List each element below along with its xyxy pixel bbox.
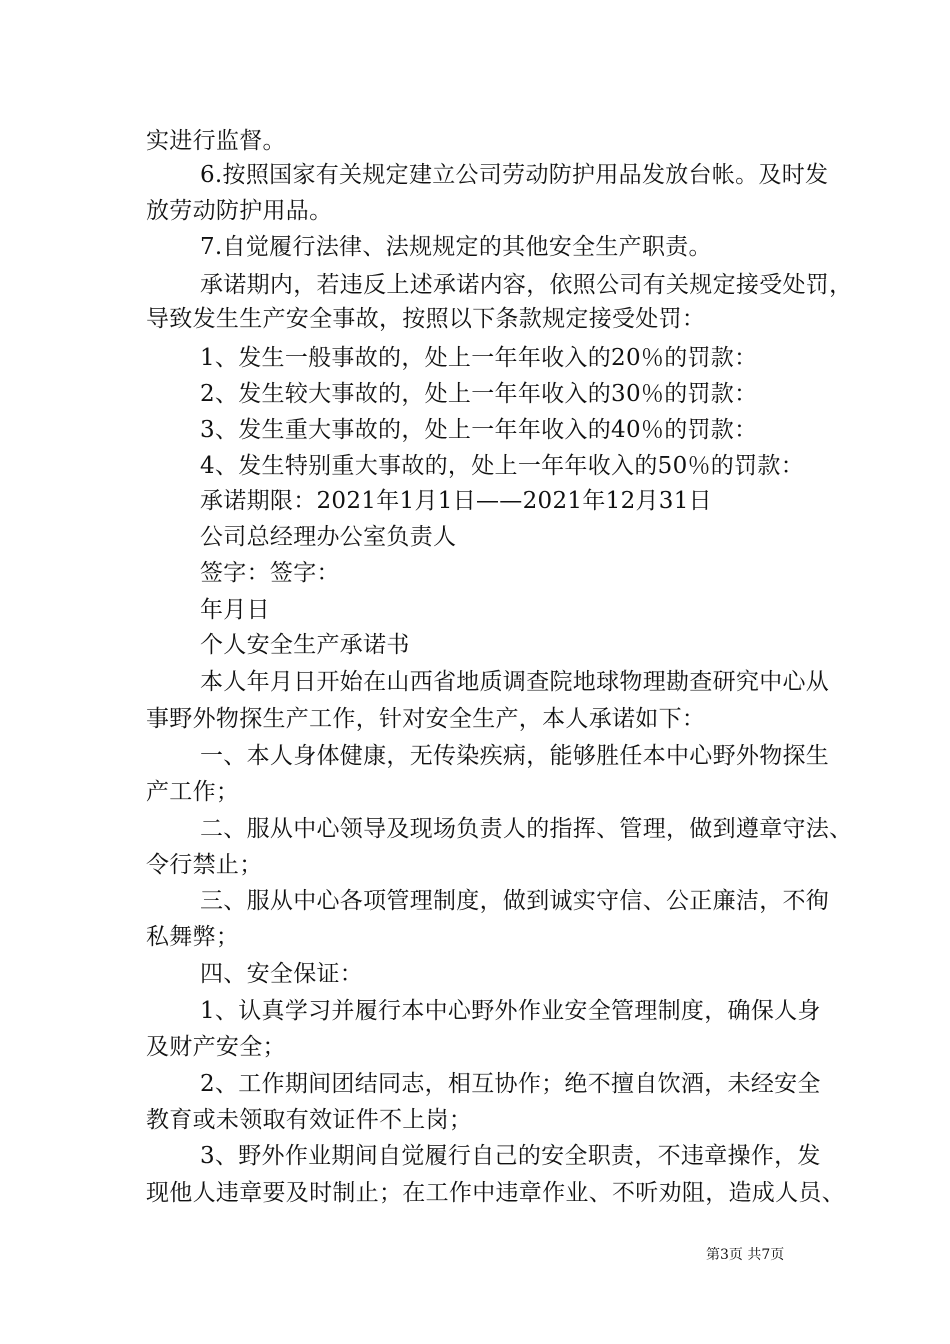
text-line: 签字：签字： [200,560,340,586]
text-line: 二、服从中心领导及现场负责人的指挥、管理，做到遵章守法、 [200,816,853,842]
text-line: 6.按照国家有关规定建立公司劳动防护用品发放台帐。及时发 [200,162,829,188]
page-number: 第3页 共7页 [706,1247,785,1263]
text-line: 3、野外作业期间自觉履行自己的安全职责，不违章操作，发 [200,1143,821,1169]
text-line: 令行禁止； [146,852,263,878]
text-line: 1、认真学习并履行本中心野外作业安全管理制度，确保人身 [200,998,821,1024]
text-line: 私舞弊； [146,924,240,950]
text-line: 4、发生特别重大事故的，处上一年年收入的50％的罚款： [200,453,804,479]
text-line: 一、本人身体健康，无传染疾病，能够胜任本中心野外物探生 [200,743,830,769]
text-line: 放劳动防护用品。 [146,198,333,224]
text-line: 导致发生生产安全事故，按照以下条款规定接受处罚： [146,306,706,332]
text-line: 3、发生重大事故的，处上一年年收入的40％的罚款： [200,417,758,443]
text-line: 事野外物探生产工作，针对安全生产，本人承诺如下： [146,706,706,732]
text-line: 产工作； [146,779,240,805]
text-line: 及财产安全； [146,1034,286,1060]
text-line: 教育或未领取有效证件不上岗； [146,1107,473,1133]
text-line: 承诺期内，若违反上述承诺内容，依照公司有关规定接受处罚， [200,272,853,298]
text-line: 本人年月日开始在山西省地质调查院地球物理勘查研究中心从 [200,669,830,695]
text-line: 7.自觉履行法律、法规规定的其他安全生产职责。 [200,234,712,260]
text-line: 2、工作期间团结同志，相互协作；绝不擅自饮酒，未经安全 [200,1071,821,1097]
section-title: 个人安全生产承诺书 [200,632,410,658]
text-line: 2、发生较大事故的，处上一年年收入的30％的罚款： [200,381,758,407]
text-line: 三、服从中心各项管理制度，做到诚实守信、公正廉洁，不徇 [200,888,830,914]
text-line: 1、发生一般事故的，处上一年年收入的20％的罚款： [200,345,758,371]
text-line: 四、安全保证： [200,961,364,987]
text-line: 现他人违章要及时制止；在工作中违章作业、不听劝阻，造成人员、 [146,1180,845,1206]
text-line: 实进行监督。 [146,128,286,154]
text-line: 公司总经理办公室负责人 [200,524,457,550]
text-line: 承诺期限：2021年1月1日——2021年12月31日 [200,488,712,514]
text-line: 年月日 [200,597,270,623]
